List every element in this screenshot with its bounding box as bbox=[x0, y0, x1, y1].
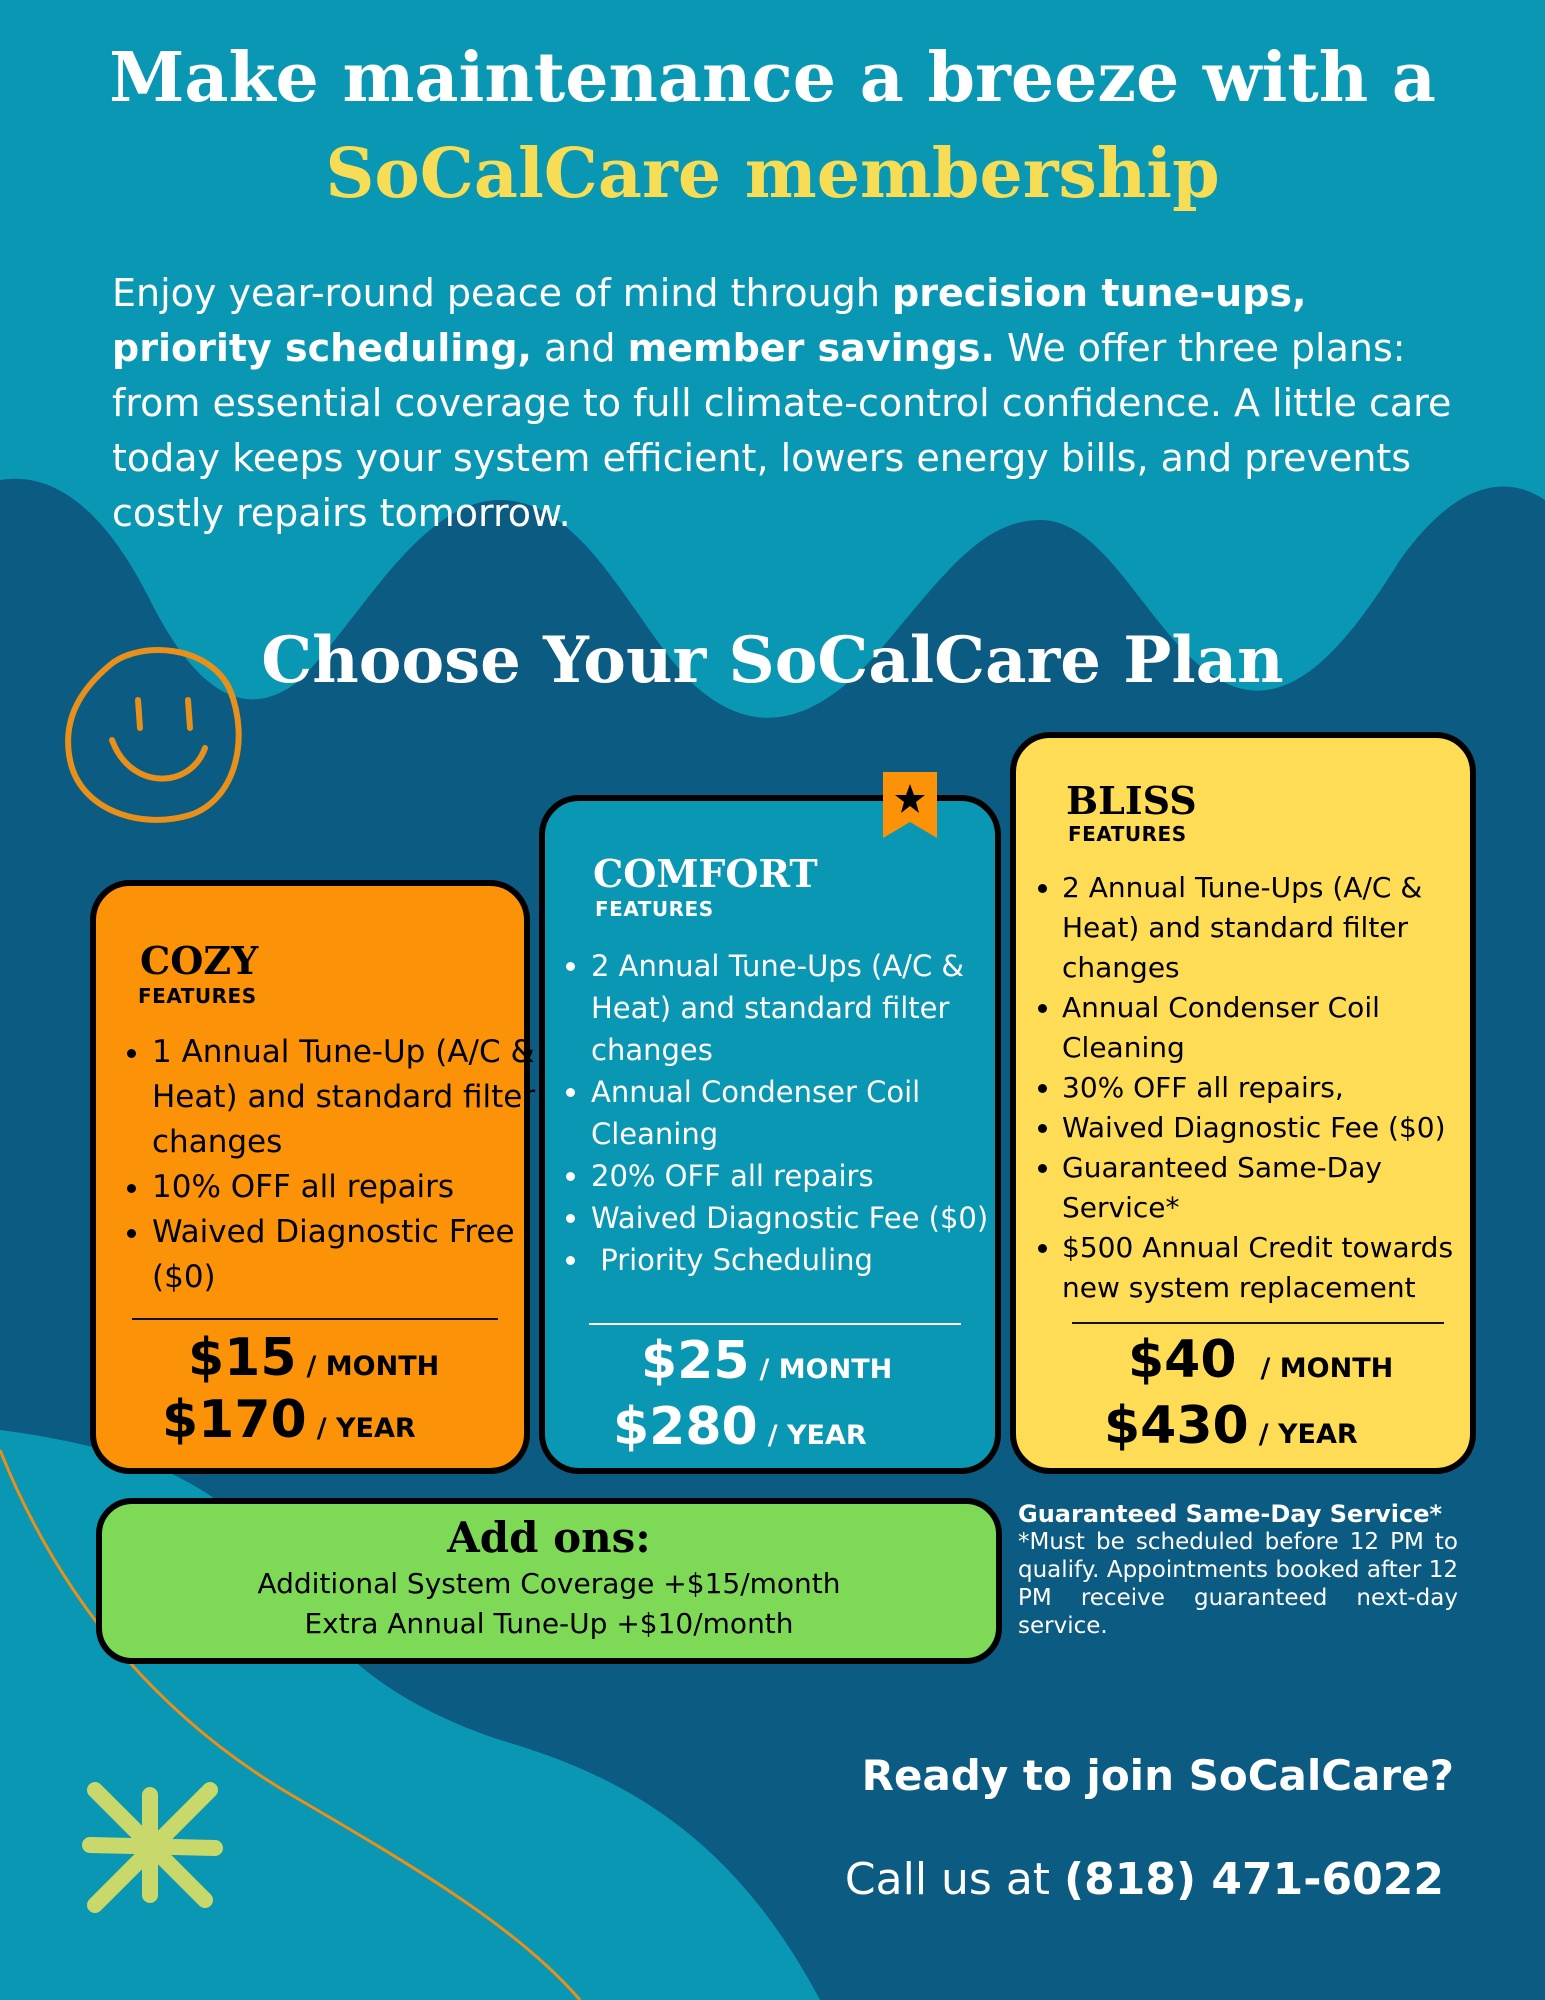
phone-number[interactable]: (818) 471-6022 bbox=[1064, 1854, 1444, 1905]
intro-text: Enjoy year-round peace of mind through bbox=[112, 271, 893, 315]
feature-item: • 2 Annual Tune-Ups (A/C & Heat) and standard filter changes bbox=[1062, 868, 1492, 988]
price-unit: / MONTH bbox=[759, 1354, 893, 1385]
divider bbox=[589, 1323, 961, 1325]
price-amount: $170 bbox=[162, 1390, 307, 1450]
addons-box bbox=[96, 1498, 1002, 1664]
price-amount: $40 bbox=[1128, 1330, 1237, 1390]
monthly-price bbox=[641, 1331, 892, 1391]
feature-list bbox=[120, 1030, 542, 1300]
headline bbox=[0, 30, 1545, 222]
feature-item: • Annual Condenser Coil Cleaning bbox=[1062, 988, 1492, 1068]
yearly-price bbox=[162, 1390, 416, 1450]
plan-card-comfort bbox=[539, 795, 1001, 1474]
price-unit: / YEAR bbox=[1258, 1419, 1358, 1450]
price-unit: / YEAR bbox=[767, 1420, 867, 1451]
cta-call bbox=[700, 1850, 1444, 1910]
feature-item: • 1 Annual Tune-Up (A/C & Heat) and standard filter changes bbox=[152, 1030, 542, 1165]
features-label: FEATURES bbox=[595, 897, 714, 921]
intro-highlight: priority scheduling, bbox=[112, 326, 532, 370]
price-amount: $280 bbox=[613, 1397, 758, 1457]
divider bbox=[132, 1318, 498, 1320]
plan-name: COMFORT bbox=[593, 851, 818, 896]
addon-item: Extra Annual Tune-Up +$10/month bbox=[304, 1607, 794, 1640]
feature-item: • 20% OFF all repairs bbox=[591, 1155, 1011, 1197]
feature-item: • Annual Condenser Coil Cleaning bbox=[591, 1071, 1011, 1155]
intro-text: and bbox=[531, 326, 628, 370]
price-amount: $25 bbox=[641, 1331, 750, 1391]
plans-title: Choose Your SoCalCare Plan bbox=[261, 623, 1284, 698]
price-amount: $15 bbox=[188, 1328, 297, 1388]
feature-item: • Priority Scheduling bbox=[591, 1239, 1011, 1281]
features-label: FEATURES bbox=[138, 984, 257, 1008]
price-unit: / MONTH bbox=[306, 1351, 440, 1382]
headline-line-1: Make maintenance a breeze with a bbox=[109, 38, 1436, 118]
intro-text: We offer three plans: from essential coverage to full climate-control confidence. A little care today keeps your system efficient, lowers energy bills, and prevents costly repairs tomorrow. bbox=[112, 326, 1452, 535]
feature-item: • Waived Diagnostic Fee ($0) bbox=[591, 1197, 1011, 1239]
feature-item: • Waived Diagnostic Free ($0) bbox=[152, 1210, 542, 1300]
note-body: *Must be scheduled before 12 PM to qualify. Appointments booked after 12 PM receive guaranteed next-day service. bbox=[1018, 1529, 1458, 1639]
same-day-note bbox=[1018, 1500, 1458, 1640]
addons-title: Add ons: bbox=[447, 1513, 651, 1562]
feature-item: • 10% OFF all repairs bbox=[152, 1165, 542, 1210]
divider bbox=[1072, 1322, 1444, 1324]
call-prefix: Call us at bbox=[844, 1854, 1065, 1905]
feature-list bbox=[1030, 868, 1492, 1308]
headline-line-2: SoCalCare membership bbox=[325, 134, 1220, 214]
feature-item: • Guaranteed Same-Day Service* bbox=[1062, 1148, 1492, 1228]
monthly-price bbox=[188, 1328, 439, 1388]
plan-name: COZY bbox=[140, 938, 259, 983]
intro-highlight: precision tune-ups, bbox=[892, 271, 1307, 315]
feature-item: • Waived Diagnostic Fee ($0) bbox=[1062, 1108, 1492, 1148]
note-title: Guaranteed Same-Day Service* bbox=[1018, 1500, 1443, 1528]
plan-card-bliss bbox=[1010, 732, 1476, 1474]
price-amount: $430 bbox=[1104, 1396, 1249, 1456]
intro-highlight: member savings. bbox=[627, 326, 995, 370]
feature-list bbox=[559, 945, 1011, 1281]
featured-bookmark bbox=[883, 772, 937, 838]
plan-name: BLISS bbox=[1066, 778, 1197, 823]
intro-paragraph bbox=[112, 266, 1452, 541]
addon-item: Additional System Coverage +$15/month bbox=[257, 1567, 841, 1600]
asterisk-burst-icon bbox=[90, 1790, 215, 1905]
feature-item: • 30% OFF all repairs, bbox=[1062, 1068, 1492, 1108]
price-unit: / YEAR bbox=[316, 1413, 416, 1444]
yearly-price bbox=[613, 1397, 867, 1457]
monthly-price bbox=[1128, 1330, 1393, 1390]
feature-item: • $500 Annual Credit towards new system replacement bbox=[1062, 1228, 1492, 1308]
plan-card-cozy bbox=[90, 880, 536, 1474]
feature-item: • 2 Annual Tune-Ups (A/C & Heat) and standard filter changes bbox=[591, 945, 1011, 1071]
price-unit: / MONTH bbox=[1260, 1353, 1394, 1384]
cta-question: Ready to join SoCalCare? bbox=[861, 1751, 1454, 1800]
features-label: FEATURES bbox=[1068, 822, 1187, 846]
yearly-price bbox=[1104, 1396, 1358, 1456]
